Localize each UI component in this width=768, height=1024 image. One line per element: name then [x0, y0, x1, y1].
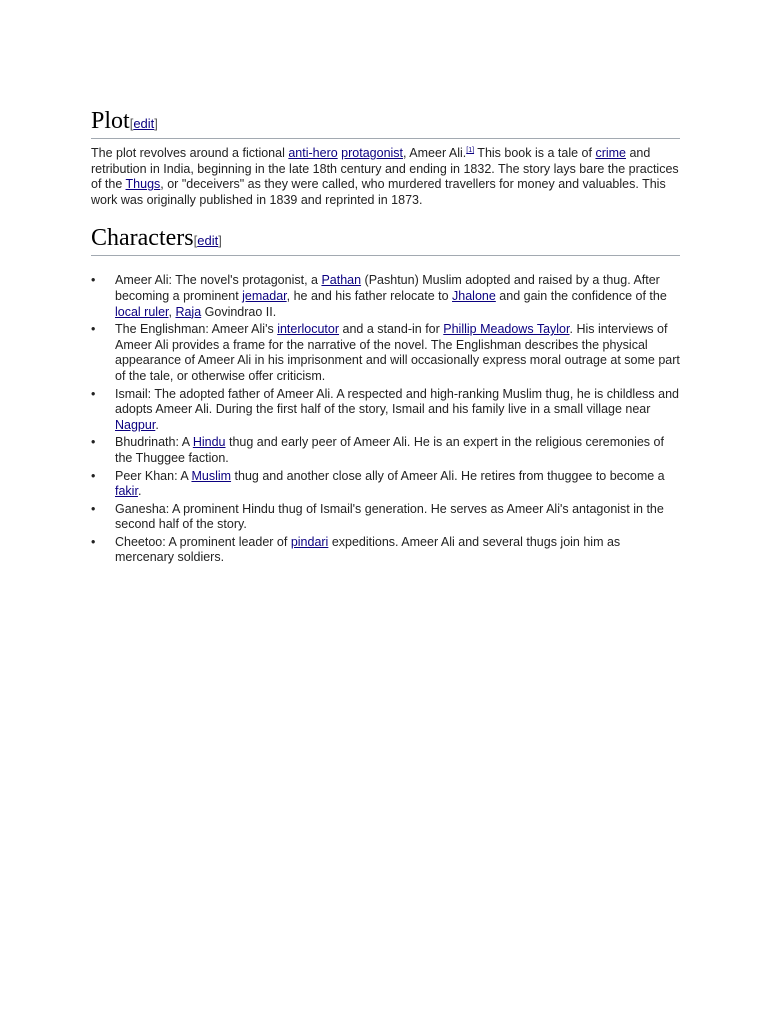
characters-edit-section: [edit]: [193, 233, 222, 249]
plot-paragraph: [91, 146, 680, 208]
character-text: Ameer Ali: The novel's protagonist, a: [115, 273, 322, 288]
plot-text: , or "deceivers" as they were called, who murdered travellers for money and valuables. This work was originally published in 1839 and reprinted in 1873.: [91, 177, 666, 207]
link-raja[interactable]: Raja: [175, 304, 202, 319]
character-text: expeditions. Ameer Ali and several thugs join him as mercenary soldiers.: [115, 534, 621, 565]
plot-text: and retribution in India, beginning in the late 18th century and ending in 1832. The story lays bare the practices of the: [91, 146, 679, 192]
character-text: The Englishman: Ameer Ali's: [115, 322, 278, 337]
character-text: Govindrao II.: [201, 304, 277, 319]
plot-heading: [91, 108, 680, 139]
character-item-cheetoo: [91, 535, 680, 566]
character-text: Cheetoo: A prominent leader of: [115, 534, 291, 549]
link-crime[interactable]: crime: [595, 146, 626, 160]
plot-heading-title: Plot: [91, 108, 130, 134]
link-phillip-meadows-taylor[interactable]: Phillip Meadows Taylor: [443, 322, 570, 337]
plot-edit-link[interactable]: edit: [133, 116, 155, 131]
character-text: Ismail: The adopted father of Ameer Ali. A respected and high-ranking Muslim thug, he is childless and adopts Ameer Ali. During the first half of the story, Ismail and his family live in a small village near: [115, 386, 679, 417]
reference-link[interactable]: [1]: [466, 147, 475, 154]
character-item-ismail: [91, 387, 680, 434]
character-text: .: [155, 417, 159, 432]
character-item-ameer-ali: [91, 273, 680, 320]
link-fakir[interactable]: fakir: [115, 484, 138, 499]
link-jemadar[interactable]: jemadar: [242, 288, 287, 303]
character-text: and gain the confidence of the: [495, 288, 667, 303]
plot-edit-section: [edit]: [129, 116, 158, 131]
link-nagpur[interactable]: Nagpur: [115, 417, 156, 432]
characters-heading: [91, 225, 680, 256]
character-text: and a stand-in for: [339, 322, 444, 337]
character-text: (Pashtun) Muslim adopted and raised by a thug. After becoming a prominent: [115, 273, 660, 303]
link-pathan[interactable]: Pathan: [321, 273, 362, 288]
character-text: Bhudrinath: A: [115, 435, 193, 450]
plot-text: The plot revolves around a fictional: [91, 146, 289, 160]
character-text: .: [137, 484, 142, 499]
character-item-bhudrinath: [91, 435, 680, 466]
article-content: [91, 108, 680, 568]
character-text: Ganesha: A prominent Hindu thug of Ismail's generation. He serves as Ameer Ali's antagonist in the second half of the story.: [115, 501, 664, 532]
link-thugs[interactable]: Thugs: [125, 177, 161, 192]
characters-edit-link[interactable]: edit: [197, 233, 219, 249]
link-interlocutor[interactable]: interlocutor: [277, 322, 340, 337]
character-item-englishman: [91, 322, 680, 384]
character-text: thug and early peer of Ameer Ali. He is an expert in the religious ceremonies of the Thuggee faction.: [115, 435, 664, 465]
link-local-ruler[interactable]: local ruler: [115, 304, 169, 319]
link-muslim[interactable]: Muslim: [191, 468, 232, 483]
link-hindu[interactable]: Hindu: [192, 435, 226, 450]
character-text: , he and his father relocate to: [286, 288, 453, 303]
link-jhalone[interactable]: Jhalone: [452, 288, 496, 303]
plot-text: , Ameer Ali.: [403, 146, 467, 160]
character-text: thug and another close ally of Ameer Ali. He retires from thuggee to become a: [231, 468, 665, 483]
character-item-peer-khan: [91, 469, 680, 500]
plot-text: This book is a tale of: [474, 146, 596, 160]
character-text: ,: [168, 304, 176, 319]
characters-list: [91, 273, 680, 566]
character-item-ganesha: [91, 502, 680, 533]
link-protagonist[interactable]: protagonist: [341, 146, 404, 160]
link-pindari[interactable]: pindari: [290, 534, 329, 549]
characters-heading-title: Characters: [91, 225, 194, 252]
character-text: Peer Khan: A: [115, 468, 192, 483]
link-anti-hero[interactable]: anti-hero: [288, 146, 338, 160]
character-text: . His interviews of Ameer Ali provides a frame for the narrative of the novel. The Englishman describes the physical appearance of Ameer Ali in his imprisonment and will occasionally express moral outrage at some part of the tale, or otherwise offer criticism.: [115, 322, 680, 383]
